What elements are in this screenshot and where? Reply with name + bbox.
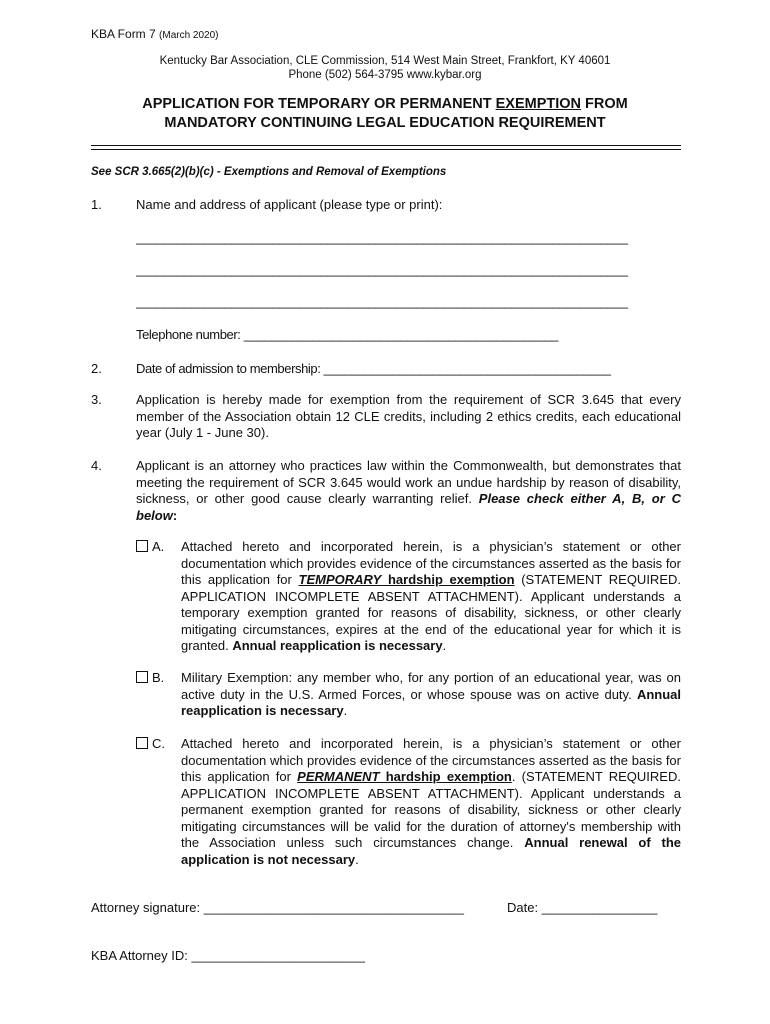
item3-text: Application is hereby made for exemption from the requirement of SCR 3.645 that every member of the Association obtain 12 CLE credits, including 2 ethics credits, each educational year (July 1 - June 30).: [136, 392, 681, 440]
form-number-text: KBA Form 7: [91, 27, 156, 41]
title-line-1: [0, 95, 770, 114]
header-address: Kentucky Bar Association, CLE Commission, 514 West Main Street, Frankfort, KY 40601: [159, 55, 611, 67]
telephone-row: [136, 327, 681, 344]
date-field[interactable]: ________________: [541, 900, 658, 915]
telephone-label: Telephone number:: [136, 327, 244, 342]
option-a-bold: Annual reapplication is necessary: [232, 638, 443, 653]
option-c-checkbox-row[interactable]: [136, 736, 165, 753]
option-c-end: .: [355, 851, 359, 867]
option-c-body: Attached hereto and incorporated herein, is a physician’s statement or other documentation which provides evidence of the circumstances asserted as the basis for this application for: [181, 736, 681, 784]
option-c-body: . (STATEMENT REQUIRED. APPLICATION INCOMPLETE ABSENT ATTACHMENT). Applicant understands a permanent exemption granted for reasons of disability, sickness or other clearly mitigating circumstances will be valid for the duration of attorney's membership with the Association unless such circumstances change.: [181, 769, 681, 850]
signature-row: [91, 900, 464, 915]
option-c-letter: C.: [152, 736, 165, 751]
item-number: 4.: [91, 458, 102, 473]
option-c-text: [181, 736, 681, 868]
item4-body: Applicant is an attorney who practices law within the Commonwealth, but demonstrates that meeting the requirement of SCR 3.645 would work an undue hardship by reason of disability, sickness, or other good cause clearly warranting relief.: [136, 458, 681, 506]
item-number: 3.: [91, 392, 102, 407]
option-a-text: [181, 539, 681, 655]
option-a-end: .: [442, 638, 447, 653]
option-c-checkbox[interactable]: [136, 737, 148, 749]
divider: [91, 149, 681, 150]
option-b-bold: Annual reapplication is necessary: [181, 686, 681, 718]
option-c-bold: Annual renewal of the application is not necessary: [181, 835, 681, 867]
name-address-field-2[interactable]: ________________________________________________________________________: [136, 262, 628, 277]
item-number: 2.: [91, 361, 102, 376]
kba-id-field[interactable]: ________________________: [191, 948, 365, 963]
option-a-body: (STATEMENT REQUIRED. APPLICATION INCOMPLETE ABSENT ATTACHMENT). Applicant understands a temporary exemption granted for reasons of disability, sickness, or other clearly mitigating circumstances, expires at the end of the educational year for which it is granted.: [181, 572, 681, 653]
option-a-checkbox[interactable]: [136, 540, 148, 552]
kba-id-row: [91, 948, 365, 963]
form-number: [91, 27, 219, 41]
date-label: Date:: [507, 900, 542, 915]
signature-field[interactable]: ____________________________________: [203, 900, 465, 915]
form-date: (March 2020): [159, 30, 219, 41]
item1-label: Name and address of applicant (please type or print):: [136, 197, 443, 212]
option-b-checkbox-row[interactable]: [136, 670, 164, 687]
item4-instruction: Please check either A, B, or C below: [136, 491, 681, 523]
title-line-2: MANDATORY CONTINUING LEGAL EDUCATION REQUIREMENT: [164, 115, 606, 131]
kba-id-label: KBA Attorney ID:: [91, 948, 192, 963]
title-part: APPLICATION FOR TEMPORARY OR PERMANENT: [142, 96, 496, 112]
option-a-emphasis: TEMPORARY: [298, 572, 382, 587]
option-a-letter: A.: [152, 539, 165, 554]
option-b-letter: B.: [152, 670, 165, 685]
option-b-end: .: [343, 703, 348, 718]
option-b-text: [181, 670, 681, 720]
page-title: [0, 95, 770, 133]
option-c-emphasis: PERMANENT: [297, 769, 380, 784]
name-address-field-1[interactable]: ________________________________________________________________________: [136, 230, 628, 245]
option-b-body: Military Exemption: any member who, for any portion of an educational year, was on active duty in the U.S. Armed Forces, or whose spouse was on active duty.: [181, 670, 681, 702]
admission-label: Date of admission to membership:: [136, 361, 324, 376]
item-number: 1.: [91, 197, 102, 212]
admission-date-field[interactable]: __________________________________________: [323, 361, 611, 376]
option-c-emphasis: hardship exemption: [379, 769, 512, 784]
item4-text: [136, 458, 681, 524]
option-a-checkbox-row[interactable]: [136, 539, 164, 556]
header-contact: Phone (502) 564-3795 www.kybar.org: [288, 69, 482, 81]
option-b-checkbox[interactable]: [136, 671, 148, 683]
item4-colon: :: [172, 507, 178, 523]
admission-row: [136, 361, 681, 378]
title-part: FROM: [581, 96, 628, 112]
title-emphasis: EXEMPTION: [495, 96, 582, 112]
reference-note: See SCR 3.665(2)(b)(c) - Exemptions and Removal of Exemptions: [91, 166, 447, 178]
telephone-field[interactable]: ______________________________________________: [243, 327, 558, 342]
date-row: [507, 900, 657, 915]
name-address-field-3[interactable]: ________________________________________________________________________: [136, 294, 628, 309]
option-a-emphasis: hardship exemption: [381, 572, 515, 587]
divider: [91, 145, 681, 146]
option-a-body: Attached hereto and incorporated herein, is a physician’s statement or other documentation which provides evidence of the circumstances asserted as the basis for this application for: [181, 539, 681, 587]
signature-label: Attorney signature:: [91, 900, 204, 915]
